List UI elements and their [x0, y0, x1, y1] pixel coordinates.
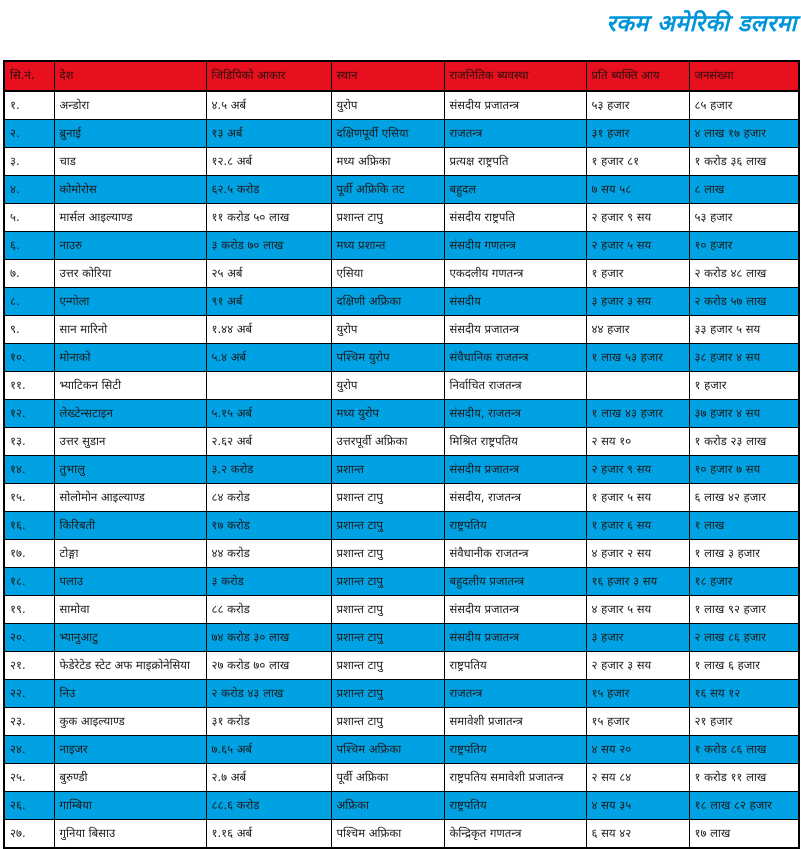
table-cell: ६२.५ करोड — [206, 176, 331, 204]
table-cell: बहुदल — [444, 176, 586, 204]
table-cell: ४. — [4, 176, 54, 204]
column-header: जिडिपिको आकार — [206, 61, 331, 91]
table-cell: १३. — [4, 428, 54, 456]
table-row — [4, 680, 799, 708]
table-cell: ३. — [4, 148, 54, 176]
table-cell: ८८ करोड — [206, 596, 331, 624]
table-cell: २. — [4, 120, 54, 148]
table-row — [4, 540, 799, 568]
table-row — [4, 792, 799, 820]
table-cell: राजतन्त्र — [444, 680, 586, 708]
table-cell — [206, 372, 331, 400]
table-cell: २०. — [4, 624, 54, 652]
table-cell: संसदीय राष्ट्रपति — [444, 204, 586, 232]
table-cell: १.१६ अर्ब — [206, 820, 331, 849]
table-cell: १ लाख ६ हजार — [689, 652, 799, 680]
column-header: जनसंख्या — [689, 61, 799, 91]
table-cell: संसदीय गणतन्त्र — [444, 232, 586, 260]
table-cell: १३ अर्ब — [206, 120, 331, 148]
table-cell: प्रशान्त टापु — [331, 568, 444, 596]
table-cell: २ हजार ९ सय — [586, 204, 689, 232]
table-cell: ५३ हजार — [586, 91, 689, 120]
table-row — [4, 512, 799, 540]
table-row — [4, 344, 799, 372]
table-cell: २६. — [4, 792, 54, 820]
table-cell: २२. — [4, 680, 54, 708]
table-cell: समावेशी प्रजातन्त्र — [444, 708, 586, 736]
table-cell: ७ सय ५८ — [586, 176, 689, 204]
table-cell: २३. — [4, 708, 54, 736]
table-cell: ३७ हजार ४ सय — [689, 400, 799, 428]
table-row — [4, 400, 799, 428]
table-cell: १७ लाख — [689, 820, 799, 849]
table-cell: १ लाख ३ हजार — [689, 540, 799, 568]
table-cell: २१ हजार — [689, 708, 799, 736]
table-cell: ८८.६ करोड — [206, 792, 331, 820]
table-cell: ब्रुनाई — [54, 120, 206, 148]
table-cell: २७. — [4, 820, 54, 849]
table-cell: १ करोड ३६ लाख — [689, 148, 799, 176]
table-cell: २ हजार ५ सय — [586, 232, 689, 260]
table-cell: चाड — [54, 148, 206, 176]
table-cell: निर्वाचित राजतन्त्र — [444, 372, 586, 400]
table-cell: संसदीय, राजतन्त्र — [444, 400, 586, 428]
table-cell: १९. — [4, 596, 54, 624]
table-cell: एकदलीय गणतन्त्र — [444, 260, 586, 288]
table-cell: २४. — [4, 736, 54, 764]
table-cell: नाइजर — [54, 736, 206, 764]
table-row — [4, 764, 799, 792]
table-cell: बहुदलीय प्रजातन्त्र — [444, 568, 586, 596]
table-row — [4, 428, 799, 456]
table-cell: ८ लाख — [689, 176, 799, 204]
table-cell: कुक आइल्याण्ड — [54, 708, 206, 736]
table-cell: उत्तर कोरिया — [54, 260, 206, 288]
table-cell: ३ हजार — [586, 624, 689, 652]
table-row — [4, 484, 799, 512]
table-cell: ५. — [4, 204, 54, 232]
column-header: देश — [54, 61, 206, 91]
table-cell: फेडेरेटेड स्टेट अफ माइक्रोनेसिया — [54, 652, 206, 680]
table-cell: ४.५ अर्ब — [206, 91, 331, 120]
table-row — [4, 260, 799, 288]
table-cell: ५३ हजार — [689, 204, 799, 232]
table-row — [4, 568, 799, 596]
table-cell: सामोवा — [54, 596, 206, 624]
table-cell: १ हजार ८१ — [586, 148, 689, 176]
table-cell: पलाउ — [54, 568, 206, 596]
table-row — [4, 736, 799, 764]
table-cell: २५. — [4, 764, 54, 792]
table-cell: मध्य अफ्रिका — [331, 148, 444, 176]
table-cell: ३८ हजार ४ सय — [689, 344, 799, 372]
table-cell: युरोप — [331, 372, 444, 400]
table-cell — [586, 372, 689, 400]
table-cell: २ लाख ८६ हजार — [689, 624, 799, 652]
table-cell: ४ सय ३५ — [586, 792, 689, 820]
table-cell: एन्गोला — [54, 288, 206, 316]
table-cell: संसदीय प्रजातन्त्र — [444, 91, 586, 120]
table-cell: १८ लाख ८२ हजार — [689, 792, 799, 820]
table-cell: २१. — [4, 652, 54, 680]
table-cell: ३१ हजार — [586, 120, 689, 148]
table-cell: ४ सय २० — [586, 736, 689, 764]
table-cell: १ करोड २३ लाख — [689, 428, 799, 456]
table-cell: १५ हजार — [586, 680, 689, 708]
table-cell: प्रशान्त टापु — [331, 484, 444, 512]
table-cell: २५ अर्ब — [206, 260, 331, 288]
table-cell: २ सय ८४ — [586, 764, 689, 792]
table-cell: २७ करोड ७० लाख — [206, 652, 331, 680]
table-cell: राष्ट्रपतिय समावेशी प्रजातन्त्र — [444, 764, 586, 792]
table-cell: अफ्रिका — [331, 792, 444, 820]
table-cell: ६ सय ४२ — [586, 820, 689, 849]
table-cell: २ करोड ४३ लाख — [206, 680, 331, 708]
table-cell: प्रशान्त — [331, 456, 444, 484]
table-cell: २.६२ अर्ब — [206, 428, 331, 456]
table-cell: प्रशान्त टापु — [331, 624, 444, 652]
table-cell: ३.२ करोड — [206, 456, 331, 484]
table-cell: ८. — [4, 288, 54, 316]
table-row — [4, 456, 799, 484]
table-cell: १. — [4, 91, 54, 120]
table-cell: १ लाख ४३ हजार — [586, 400, 689, 428]
table-row — [4, 820, 799, 849]
table-cell: युरोप — [331, 316, 444, 344]
table-cell: टोङ्गा — [54, 540, 206, 568]
table-cell: संसदीय, राजतन्त्र — [444, 484, 586, 512]
table-cell: १ हजार ५ सय — [586, 484, 689, 512]
column-header: सि.नं. — [4, 61, 54, 91]
table-cell: प्रत्यक्ष राष्ट्रपति — [444, 148, 586, 176]
table-cell: २ हजार ३ सय — [586, 652, 689, 680]
table-cell: ७.६५ अर्ब — [206, 736, 331, 764]
table-cell: प्रशान्त टापु — [331, 540, 444, 568]
table-cell: ३ करोड — [206, 568, 331, 596]
table-cell: नाउरु — [54, 232, 206, 260]
table-cell: संवैधानीक राजतन्त्र — [444, 540, 586, 568]
table-cell: प्रशान्त टापु — [331, 512, 444, 540]
table-cell: ८४ करोड — [206, 484, 331, 512]
table-row — [4, 372, 799, 400]
table-cell: उत्तर सुडान — [54, 428, 206, 456]
table-cell: केन्द्रिकृत गणतन्त्र — [444, 820, 586, 849]
table-cell: १० हजार ७ सय — [689, 456, 799, 484]
table-row — [4, 316, 799, 344]
table-cell: पश्चिम अफ्रिका — [331, 820, 444, 849]
table-cell: ७. — [4, 260, 54, 288]
table-cell: ४४ करोड — [206, 540, 331, 568]
table-cell: राष्ट्रपतिय — [444, 792, 586, 820]
table-cell: संसदीय प्रजातन्त्र — [444, 596, 586, 624]
table-row — [4, 624, 799, 652]
table-row — [4, 708, 799, 736]
table-cell: ३१ करोड — [206, 708, 331, 736]
table-row — [4, 120, 799, 148]
table-cell: पूर्वी अफ्रिकि तट — [331, 176, 444, 204]
table-cell: ४४ हजार — [586, 316, 689, 344]
table-cell: लेख्टेन्सटाइन — [54, 400, 206, 428]
table-cell: संसदीय प्रजातन्त्र — [444, 456, 586, 484]
table-cell: ४ लाख १७ हजार — [689, 120, 799, 148]
table-row — [4, 204, 799, 232]
table-cell: मध्य युरोप — [331, 400, 444, 428]
table-row — [4, 148, 799, 176]
table-cell: प्रशान्त टापु — [331, 652, 444, 680]
table-cell: १.४४ अर्ब — [206, 316, 331, 344]
table-cell: १ लाख ५३ हजार — [586, 344, 689, 372]
table-cell: १ करोड ८६ लाख — [689, 736, 799, 764]
table-cell: १४. — [4, 456, 54, 484]
table-cell: प्रशान्त टापु — [331, 596, 444, 624]
table-header-row — [4, 61, 799, 91]
table-cell: पूर्वी अफ्रिका — [331, 764, 444, 792]
table-cell: ९१ अर्ब — [206, 288, 331, 316]
table-cell: ४ हजार ५ सय — [586, 596, 689, 624]
table-cell: दक्षिणपूर्वी एसिया — [331, 120, 444, 148]
table-cell: मध्य प्रशान्त — [331, 232, 444, 260]
table-cell: ५.४ अर्ब — [206, 344, 331, 372]
table-cell: ६. — [4, 232, 54, 260]
table-row — [4, 232, 799, 260]
table-cell: १७ करोड — [206, 512, 331, 540]
table-cell: १८. — [4, 568, 54, 596]
table-cell: १२. — [4, 400, 54, 428]
table-cell: राजतन्त्र — [444, 120, 586, 148]
countries-table — [3, 60, 800, 849]
table-cell: २ करोड ५७ लाख — [689, 288, 799, 316]
table-cell: १५. — [4, 484, 54, 512]
table-cell: किरिबती — [54, 512, 206, 540]
table-cell: ४ हजार २ सय — [586, 540, 689, 568]
table-row — [4, 652, 799, 680]
table-cell: पश्चिम युरोप — [331, 344, 444, 372]
table-cell: पश्चिम अफ्रिका — [331, 736, 444, 764]
table-cell: ८५ हजार — [689, 91, 799, 120]
table-row — [4, 91, 799, 120]
table-cell: १८ हजार — [689, 568, 799, 596]
table-cell: १ लाख ९२ हजार — [689, 596, 799, 624]
table-cell: १ हजार — [586, 260, 689, 288]
table-cell: १७. — [4, 540, 54, 568]
table-cell: २ हजार ९ सय — [586, 456, 689, 484]
table-cell: १ लाख — [689, 512, 799, 540]
table-row — [4, 176, 799, 204]
table-cell: बुरुण्डी — [54, 764, 206, 792]
table-cell: ३ हजार ३ सय — [586, 288, 689, 316]
table-cell: संसदीय — [444, 288, 586, 316]
table-cell: १०. — [4, 344, 54, 372]
table-cell: तुभालु — [54, 456, 206, 484]
table-cell: १५ हजार — [586, 708, 689, 736]
table-cell: गाम्बिया — [54, 792, 206, 820]
table-cell: दक्षिणी अफ्रिका — [331, 288, 444, 316]
table-cell: १ हजार — [689, 372, 799, 400]
column-header: प्रति ब्यक्ति आय — [586, 61, 689, 91]
table-cell: कोमोरोस — [54, 176, 206, 204]
table-cell: १० हजार — [689, 232, 799, 260]
page-title: रकम अमेरिकी डलरमा — [606, 11, 797, 37]
table-cell: राष्ट्रपतिय — [444, 512, 586, 540]
table-cell: ३ करोड ७० लाख — [206, 232, 331, 260]
table-cell: १ करोड ११ लाख — [689, 764, 799, 792]
table-row — [4, 596, 799, 624]
table-cell: भ्यानुआटु — [54, 624, 206, 652]
table-cell: ७४ करोड ३० लाख — [206, 624, 331, 652]
table-cell: ५.१५ अर्ब — [206, 400, 331, 428]
table-cell: एसिया — [331, 260, 444, 288]
table-cell: १६. — [4, 512, 54, 540]
table-cell: संवैधानिक राजतन्त्र — [444, 344, 586, 372]
table-cell: अन्डोरा — [54, 91, 206, 120]
table-cell: ११ करोड ५० लाख — [206, 204, 331, 232]
table-cell: भ्याटिकन सिटी — [54, 372, 206, 400]
column-header: स्थान — [331, 61, 444, 91]
table-cell: मिश्रित राष्ट्रपतिय — [444, 428, 586, 456]
table-cell: ११. — [4, 372, 54, 400]
table-cell: प्रशान्त टापु — [331, 708, 444, 736]
table-cell: १२.८ अर्ब — [206, 148, 331, 176]
table-cell: १६ सय १२ — [689, 680, 799, 708]
table-cell: राष्ट्रपतिय — [444, 652, 586, 680]
table-cell: युरोप — [331, 91, 444, 120]
table-cell: ३३ हजार ५ सय — [689, 316, 799, 344]
table-cell: मोनाको — [54, 344, 206, 372]
table-cell: १६ हजार ३ सय — [586, 568, 689, 596]
table-cell: राष्ट्रपतिय — [444, 736, 586, 764]
table-cell: २.७ अर्ब — [206, 764, 331, 792]
column-header: राजनितिक ब्यवस्था — [444, 61, 586, 91]
table-cell: २ करोड ४८ लाख — [689, 260, 799, 288]
table-cell: ९. — [4, 316, 54, 344]
table-cell: प्रशान्त टापु — [331, 204, 444, 232]
table-cell: ६ लाख ४२ हजार — [689, 484, 799, 512]
table-cell: २ सय १० — [586, 428, 689, 456]
table-cell: मार्सल आइल्याण्ड — [54, 204, 206, 232]
table-cell: संसदीय प्रजातन्त्र — [444, 316, 586, 344]
table-cell: गुनिया बिसाउ — [54, 820, 206, 849]
table-row — [4, 288, 799, 316]
table-cell: संसदीय प्रजातन्त्र — [444, 624, 586, 652]
table-cell: सान मारिनो — [54, 316, 206, 344]
table-cell: १ हजार ६ सय — [586, 512, 689, 540]
table-cell: प्रशान्त टापु — [331, 680, 444, 708]
table-cell: सोलोमोन आइल्याण्ड — [54, 484, 206, 512]
table-cell: निउ — [54, 680, 206, 708]
table-cell: उत्तरपूर्वी अफ्रिका — [331, 428, 444, 456]
